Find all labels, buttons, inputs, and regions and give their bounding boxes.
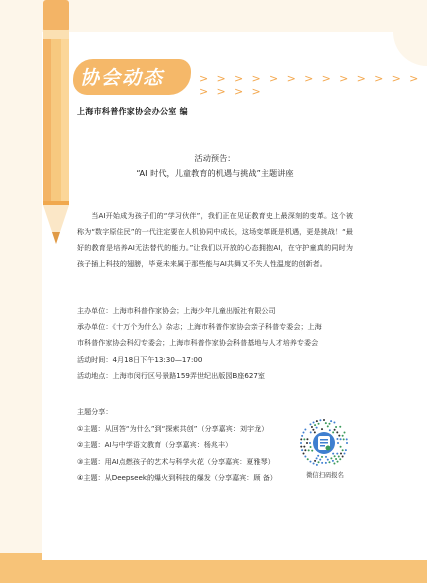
qr-dot [304, 449, 306, 451]
qr-dot [343, 452, 345, 454]
event-info [77, 303, 357, 384]
qr-dot [343, 438, 345, 440]
qr-dot [303, 438, 305, 440]
section-title: 协会动态 [80, 67, 165, 89]
qr-dot [346, 438, 348, 440]
topics-list [77, 404, 317, 487]
lecture-title: “AI 时代，儿童教育的机遇与挑战”主题讲座 [136, 168, 294, 178]
qr-dot [346, 442, 348, 444]
pencil-icon [36, 0, 76, 250]
qr-dot [316, 427, 318, 429]
qr-dot [304, 456, 306, 458]
qr-dot [309, 423, 311, 425]
qr-dot [342, 435, 344, 437]
host-line: 主办单位：上海市科普作家协会；上海少年儿童出版社有限公司 [77, 306, 276, 315]
qr-dot [319, 419, 321, 421]
qr-dot [334, 455, 336, 457]
qr-dot [340, 446, 342, 448]
qr-dot [339, 426, 341, 428]
qr-dot [339, 458, 341, 460]
qr-dot [332, 460, 334, 462]
qr-dot [330, 420, 332, 422]
qr-dot [303, 452, 305, 454]
organizer-line-2: 市科普作家协会科幻专委会；上海市科普作家协会科普基地与人才培养专委会 [77, 338, 319, 348]
qr-label: 微信扫码报名 [306, 472, 344, 479]
qr-dot [308, 449, 310, 451]
qr-dot [321, 428, 323, 430]
qr-dot [334, 429, 336, 431]
topic-item-2: ②主题：AI与中学语文教育（分享嘉宾：杨兆丰） [77, 440, 233, 450]
qr-dot [332, 431, 334, 433]
qr-dot [335, 426, 337, 428]
qr-dot [314, 424, 316, 426]
qr-dot [309, 461, 311, 463]
qr-dot [333, 462, 335, 464]
qr-dot [342, 456, 344, 458]
qr-dot [336, 431, 338, 433]
qr-dot [332, 453, 334, 455]
preview-label: 活动预告： [194, 153, 236, 163]
qr-dot [314, 431, 316, 433]
qr-dot [325, 422, 327, 424]
qr-dot [333, 422, 335, 424]
qr-dot [336, 438, 338, 440]
qr-dot [321, 456, 323, 458]
organizer-line-1: 承办单位：《十万个为什么》杂志；上海市科普作家协会亲子科普专委会；上海 [77, 322, 322, 332]
qr-dot [314, 460, 316, 462]
qr-dot [313, 462, 315, 464]
qr-dot [335, 458, 337, 460]
qr-dot [300, 442, 302, 444]
qr-dot [313, 422, 315, 424]
qr-dot [325, 456, 327, 458]
chevron-decoration: > > > > > > > > > > > > > > > > > [199, 72, 421, 98]
section-heading [76, 66, 193, 90]
topics-header: 主题分享： [77, 407, 113, 416]
time-line: 活动时间：4月18日下午13:30—17:00 [77, 354, 203, 364]
qr-dot [327, 459, 329, 461]
qr-dot [311, 426, 313, 428]
qr-dot [319, 459, 321, 461]
qr-dot [330, 457, 332, 459]
intro-paragraph [77, 208, 353, 272]
qr-dot [306, 438, 308, 440]
qr-dot [309, 442, 311, 444]
qr-dot [301, 435, 303, 437]
qr-dot [340, 438, 342, 440]
qr-dot [300, 438, 302, 440]
qr-dot [306, 442, 308, 444]
qr-dot [310, 446, 312, 448]
qr-dot [337, 461, 339, 463]
qr-dot [323, 419, 325, 421]
qr-dot [303, 446, 305, 448]
topic-item-3: ③主题：用AI点燃孩子的艺术与科学火花（分享嘉宾：夏雅琴） [77, 456, 275, 466]
qr-dot [336, 453, 338, 455]
qr-code-icon[interactable] [299, 418, 349, 468]
qr-dot [316, 420, 318, 422]
qr-dot [325, 462, 327, 464]
qr-dot [316, 457, 318, 459]
qr-dot [312, 429, 314, 431]
qr-dot [328, 461, 330, 463]
qr-dot [338, 435, 340, 437]
qr-dot [304, 428, 306, 430]
qr-dot [342, 449, 344, 451]
qr-dot [318, 461, 320, 463]
qr-dot [340, 453, 342, 455]
qr-dot [317, 455, 319, 457]
qr-dot [311, 450, 313, 452]
qr-dot [343, 432, 345, 434]
qr-dot [318, 423, 320, 425]
qr-dot [321, 462, 323, 464]
topic-item-1: ①主题：从回答“为什么”到“探索共创”（分享嘉宾：刘宇龙） [77, 423, 269, 433]
qr-dot [328, 423, 330, 425]
qr-dot [345, 449, 347, 451]
qr-dot [300, 446, 302, 448]
qr-dot [301, 449, 303, 451]
intro-text: 当AI开始成为孩子们的“学习伙伴”，我们正在见证教育史上最深刻的变革。这个被称为“数字原住民”的一代注定要在人机协同中成长，这场变革既是机遇，更是挑战！“最好的教育是培养AI无法替代的能力。”让我们以开放的心态拥抱AI，在守护童真的同时为孩子插上科技的翅膀，毕竟未来属于那些能与AI共舞又不失人性温度的创新者。 [77, 211, 353, 268]
qr-dot [310, 431, 312, 433]
location-line: 活动地点：上海市闵行区号景路159弄世纪出版园B座627室 [77, 370, 266, 380]
qr-dot [338, 455, 340, 457]
topic-item-4: ④主题：从Deepseek的爆火到科技的爆发（分享嘉宾：顾 备） [77, 473, 277, 483]
qr-dot [337, 442, 339, 444]
qr-dot [316, 464, 318, 466]
qr-dot [329, 429, 331, 431]
qr-dot [327, 425, 329, 427]
announcement-header [77, 151, 353, 181]
qr-dot [303, 432, 305, 434]
qr-dot [307, 458, 309, 460]
author-line: 上海市科普作家协会办公室 编 [77, 107, 188, 116]
